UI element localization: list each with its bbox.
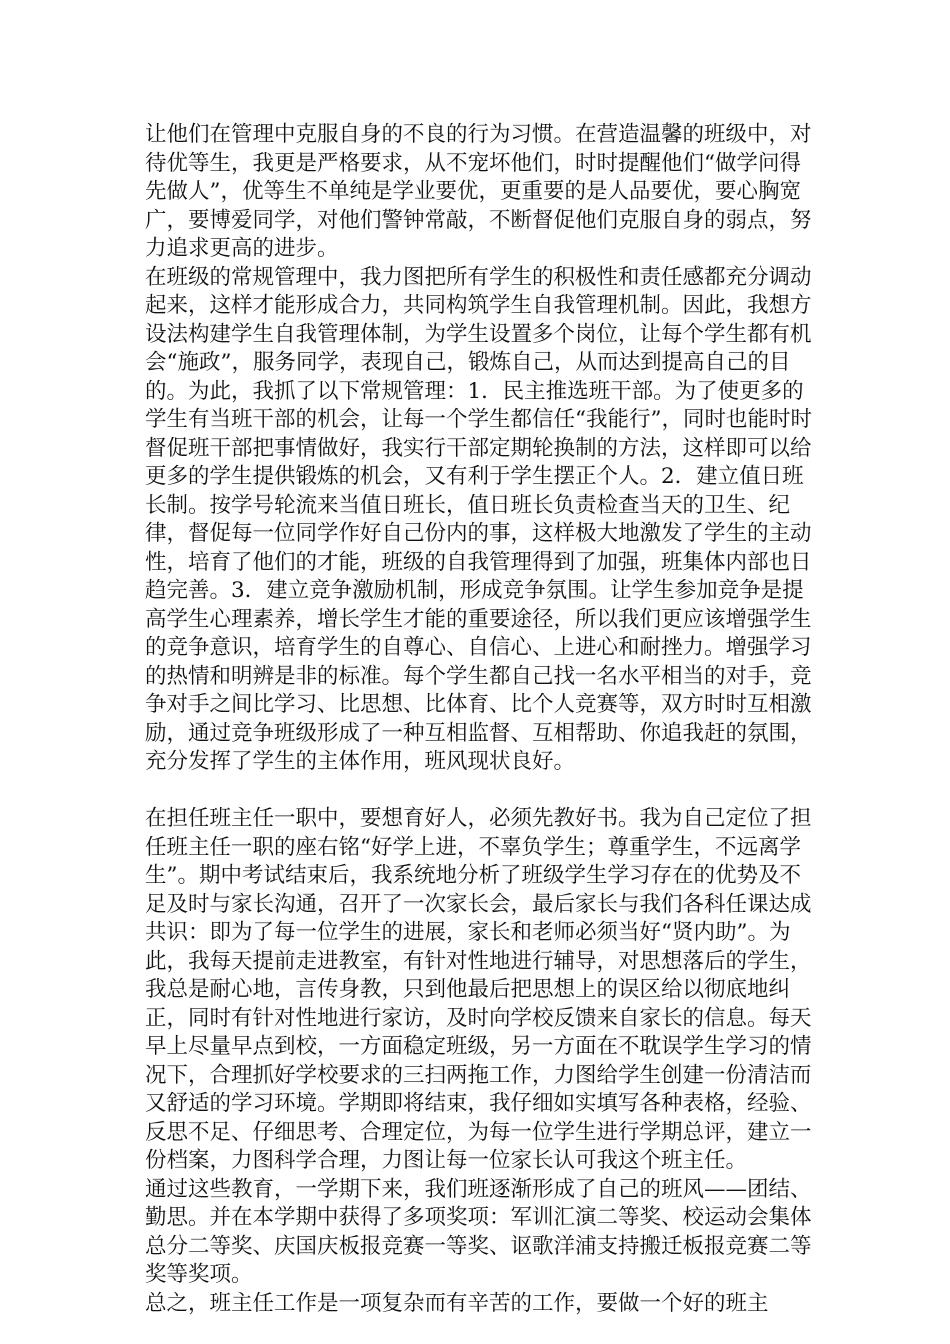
paragraph-5: 总之，班主任工作是一项复杂而有辛苦的工作，要做一个好的班主 bbox=[145, 1290, 769, 1316]
paragraph-spacer bbox=[145, 777, 815, 806]
paragraph-2: 在班级的常规管理中，我力图把所有学生的积极性和责任感都充分调动起来，这样才能形成合力，共同构筑学生自我管理机制。因此，我想方设法构建学生自我管理体制，为学生设置多个岗位，让每个学生都有机会“施政”，服务同学，表现自己，锻炼自己，从而达到提高自己的目的。为此，我抓了以下常规管理：1．民主推选班干部。为了使更多的学生有当班干部的机会，让每一个学生都信任“我能行”，同时也能时时督促班干部把事情做好，我实行干部定期轮换制的方法，这样即可以给更多的学生提供锻炼的机会，又有利于学生摆正个人。2．建立值日班长制。按学号轮流来当值日班长，值日班长负责检查当天的卫生、纪律，督促每一位同学作好自己份内的事，这样极大地激发了学生的主动性，培育了他们的才能，班级的自我管理得到了加强，班集体内部也日趋完善。3．建立竞争激励机制，形成竞争氛围。让学生参加竞争是提高学生心理素养，增长学生才能的重要途径，所以我们更应该增强学生的竞争意识，培育学生的自尊心、自信心、上进心和耐挫力。增强学习的热情和明辨是非的标准。每个学生都自己找一名水平相当的对手，竞争对手之间比学习、比思想、比体育、比个人竞赛等，双方时时互相激励，通过竞争班级形成了一种互相监督、互相帮助、你追我赶的氛围，充分发挥了学生的主体作用，班风现状良好。 bbox=[145, 264, 812, 774]
paragraph-1: 让他们在管理中克服自身的不良的行为习惯。在营造温馨的班级中，对待优等生，我更是严格要求，从不宠坏他们，时时提醒他们“做学问得先做人”，优等生不单纯是学业要优，更重要的是人品要优，要心胸宽广，要博爱同学，对他们警钟常敲，不断督促他们克服自身的弱点，努力追求更高的进步。 bbox=[145, 122, 812, 261]
paragraph-3: 在担任班主任一职中，要想育好人，必须先教好书。我为自己定位了担任班主任一职的座右铭“好学上进，不辜负学生；尊重学生，不远离学生”。期中考试结束后，我系统地分析了班级学生学习存在的优势及不足及时与家长沟通，召开了一次家长会，最后家长与我们各科任课达成共识：即为了每一位学生的进展，家长和老师必须当好“贤内助”。为此，我每天提前走进教室，有针对性地进行辅导，对思想落后的学生，我总是耐心地，言传身教，只到他最后把思想上的误区给以彻底地纠正，同时有针对性地进行家访，及时向学校反馈来自家长的信息。每天早上尽量早点到校，一方面稳定班级，另一方面在不耽误学生学习的情况下，合理抓好学校要求的三扫两拖工作，力图给学生创建一份清洁而又舒适的学习环境。学期即将结束，我仔细如实填写各种表格，经验、反思不足、仔细思考、合理定位，为每一位学生进行学期总评，建立一份档案，力图科学合理，力图让每一位家长认可我这个班主任。 bbox=[145, 806, 812, 1173]
paragraph-4: 通过这些教育，一学期下来，我们班逐渐形成了自己的班风——团结、勤思。并在本学期中获得了多项奖项：军训汇演二等奖、校运动会集体总分二等奖、庆国庆板报竞赛一等奖、讴歌洋浦支持搬迁板报竞赛二等奖等奖项。 bbox=[145, 1176, 812, 1287]
document-body bbox=[145, 121, 815, 1318]
